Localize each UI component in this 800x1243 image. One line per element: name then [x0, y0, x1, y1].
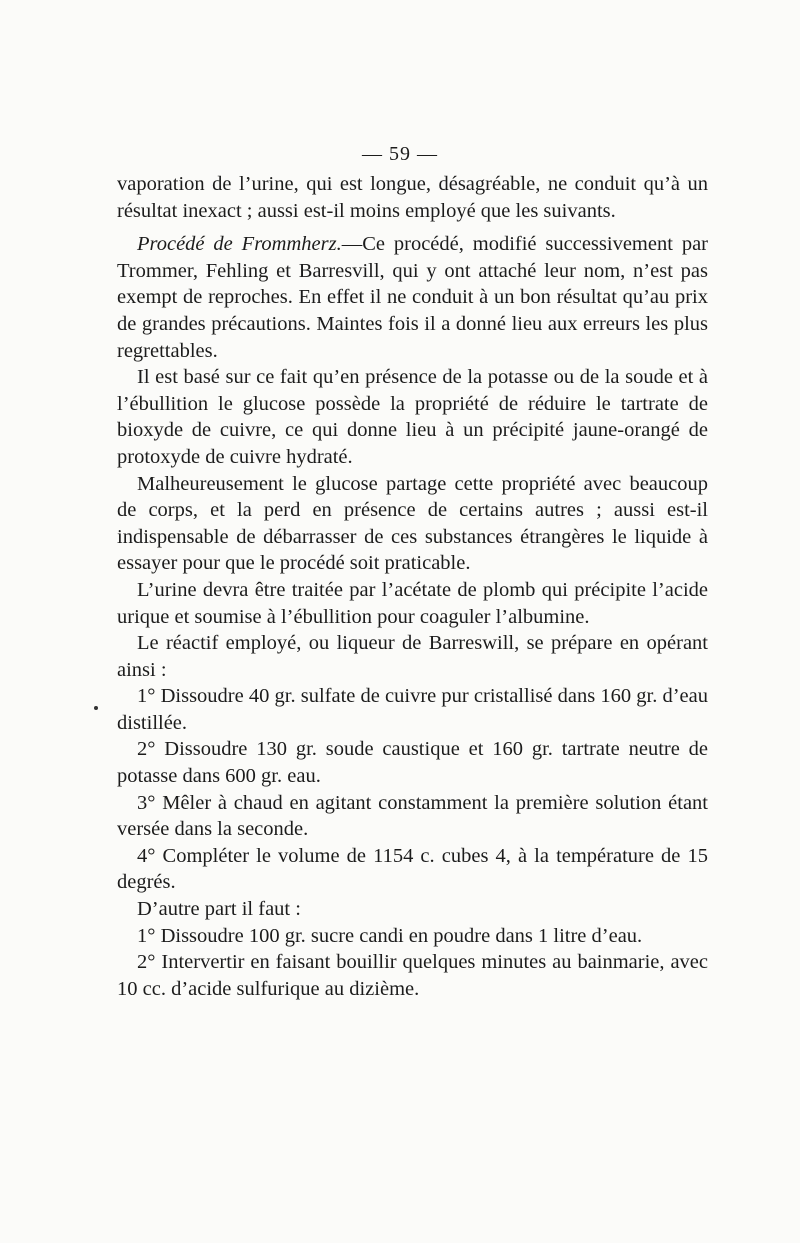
paragraph: D’autre part il faut : [137, 898, 301, 921]
paragraph: Malheureusement le glucose partage cette propriété avec beaucoup de corps, et la perd en présence de certains autres ; aussi est-il indispensable de débarrasser de ces substances étrangères le liquide à essayer pour que le procédé soit praticable. [117, 472, 708, 575]
list-item: 3° Mêler à chaud en agitant constamment la première solution étant versée dans la seconde. [117, 791, 708, 841]
paragraph-procede [117, 231, 708, 364]
body-text [117, 171, 708, 1002]
paragraph: Il est basé sur ce fait qu’en présence de la potasse ou de la soude et à l’ébullition le glucose possède la propriété de réduire le tartrate de bioxyde de cuivre, ce qui donne lieu à un précipité jaune-orangé de protoxyde de cuivre hydraté. [117, 366, 708, 468]
paragraph: Le réactif employé, ou liqueur de Barreswill, se prépare en opérant ainsi : [117, 632, 708, 681]
list-item: 1° Dissoudre 100 gr. sucre candi en poudre dans 1 litre d’eau. [137, 924, 643, 947]
paragraph: L’urine devra être traitée par l’acétate de plomb qui précipite l’acide urique et soumise à l’ébullition pour coaguler l’albumine. [117, 578, 708, 628]
list-item: 4° Compléter le volume de 1154 c. cubes 4, à la température de 15 degrés. [117, 844, 708, 894]
list-item: 1° Dissoudre 40 gr. sulfate de cuivre pur cristallisé dans 160 gr. d’eau distillée. [117, 685, 708, 734]
list-item: 2° Intervertir en faisant bouillir quelques minutes au bainmarie, avec 10 cc. d’acide sulfurique au dizième. [117, 951, 708, 1000]
section-title: Procédé de Frommherz. [137, 233, 342, 256]
paragraph: vaporation de l’urine, qui est longue, désagréable, ne conduit qu’à un résultat inexact ; aussi est-il moins employé que les suivants. [117, 173, 708, 222]
page-number: — 59 — [362, 143, 438, 165]
list-item: 2° Dissoudre 130 gr. soude caustique et 160 gr. tartrate neutre de potasse dans 600 gr. eau. [117, 738, 708, 788]
section-body: —Ce procédé, modifié successivement par Trommer, Fehling et Barresvill, qui y ont attaché leur nom, n’est pas exempt de reproches. En effet il ne conduit à un bon résultat qu’au prix de grandes précautions. Maintes fois il a donné lieu aux erreurs les plus regrettables. [117, 233, 708, 362]
ink-speck [94, 706, 98, 710]
